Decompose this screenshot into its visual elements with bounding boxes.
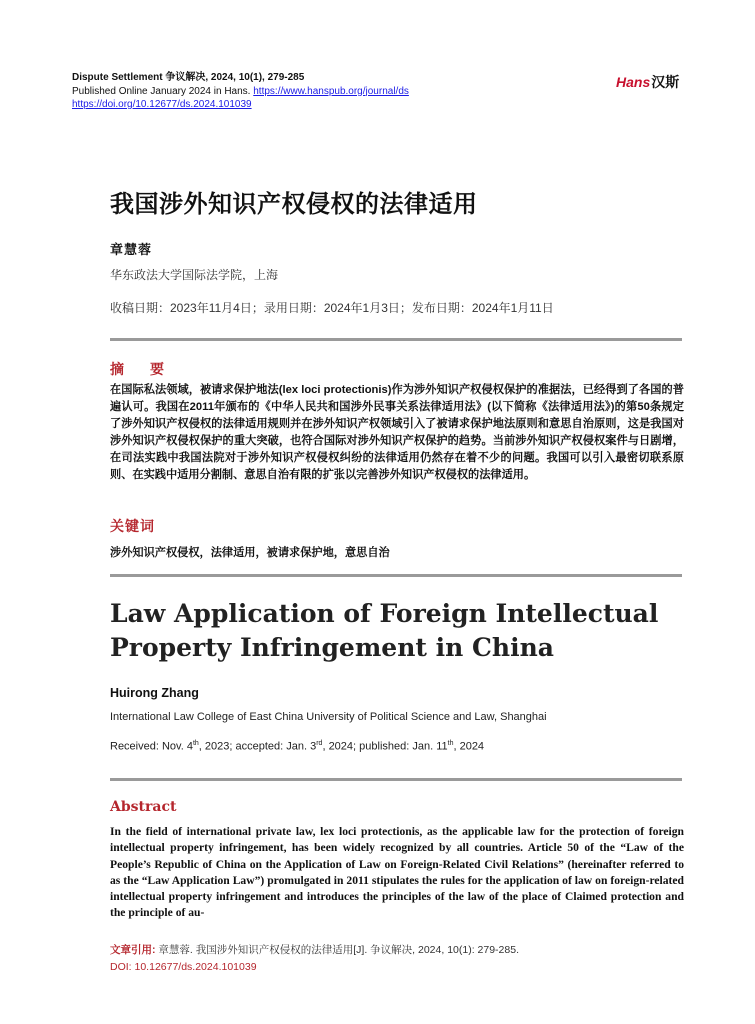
author-chinese: 章慧蓉 [110, 242, 153, 257]
dates-chinese: 收稿日期：2023年11月4日；录用日期：2024年1月3日；发布日期：2024年1月11日 [110, 301, 554, 315]
title-chinese: 我国涉外知识产权侵权的法律适用 [110, 191, 478, 218]
publication-line: Published Online January 2024 in Hans. https://www.hanspub.org/journal/ds [72, 85, 409, 97]
doi-link[interactable]: https://doi.org/10.12677/ds.2024.101039 [72, 99, 252, 110]
keywords-heading-chinese: 关键词 [110, 518, 155, 534]
abstract-heading-english: Abstract [110, 799, 177, 815]
citation-block [110, 942, 519, 976]
divider [110, 778, 682, 781]
citation-text: 章慧蓉. 我国涉外知识产权侵权的法律适用[J]. 争议解决, 2024, 10(1): 279-285. [155, 944, 519, 956]
affiliation-english: International Law College of East China University of Political Science and Law, Shanghai [110, 711, 547, 723]
abstract-english: In the field of international private law, lex loci protectionis, as the applicable law for the protection of foreign intellectual property infringement, has been widely recognized by all countries. Article 50 of the “Law of the People’s Republic of China on the Application of Law on Foreign-Related Civil Relations” (hereinafter referred to as the “Law Application Law”) promulgated in 2011 stipulates the rules for the application of law on foreign-related intellectual property infringement and introduces the principles of the law of the place of Claimed protection and the principle of au- [110, 825, 684, 920]
divider [110, 574, 682, 577]
title-english: Law Application of Foreign Intellectual Property Infringement in China [110, 599, 659, 662]
abstract-chinese: 在国际私法领域，被请求保护地法(lex loci protectionis)作为涉外知识产权侵权保护的准据法，已经得到了各国的普遍认可。我国在2011年颁布的《中华人民共和国涉外民事关系法律适用法》(以下简称《法律适用法》)的第50条规定了涉外知识产权侵权的法律适用规则并在涉外知识产权领域引入了被请求保护地法原则和意思自治原则，这是我国对涉外知识产权侵权保护的重大突破，也符合国际对涉外知识产权保护的趋势。当前涉外知识产权侵权案件与日剧增，在司法实践中我国法院对于涉外知识产权侵权纠纷的法律适用仍然存在着不少的问题。我国可以引入最密切联系原则、在实践中适用分割制、意思自治有限的扩张以完善涉外知识产权侵权的法律适用。 [110, 384, 684, 481]
hans-logo: Hans汉斯 [616, 74, 680, 90]
abstract-heading-chinese: 摘 要 [110, 361, 170, 377]
journal-header [72, 71, 409, 112]
divider [110, 338, 682, 341]
keywords-chinese: 涉外知识产权侵权，法律适用，被请求保护地，意思自治 [110, 547, 390, 559]
citation-doi: DOI: 10.12677/ds.2024.101039 [110, 961, 257, 973]
citation-label: 文章引用: [110, 944, 156, 956]
dates-english: Received: Nov. 4th, 2023; accepted: Jan. 3rd, 2024; published: Jan. 11th, 2024 [110, 740, 485, 753]
journal-info: Dispute Settlement 争议解决, 2024, 10(1), 279-285 [72, 72, 305, 83]
affiliation-chinese: 华东政法大学国际法学院，上海 [110, 268, 279, 282]
author-english: Huirong Zhang [110, 686, 199, 700]
journal-link[interactable]: https://www.hanspub.org/journal/ds [253, 85, 409, 97]
